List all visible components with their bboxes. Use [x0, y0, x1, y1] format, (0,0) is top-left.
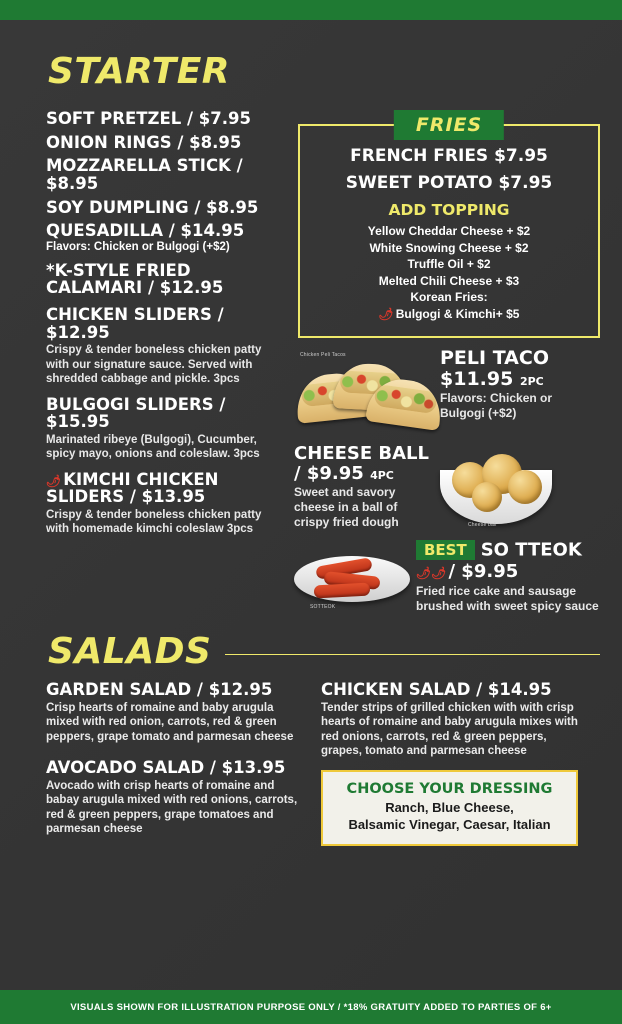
starter-name: BULGOGI SLIDERS / $15.95 [46, 394, 226, 432]
so-tteok-text [410, 540, 600, 613]
starter-list [22, 110, 284, 614]
peli-taco-name: PELI TACO [440, 347, 549, 370]
fries-item: SWEET POTATO $7.95 [345, 173, 553, 193]
list-item [46, 262, 284, 297]
list-item [46, 680, 303, 744]
so-tteok-name: SO TTEOK [480, 539, 582, 561]
photo-caption: Cheese ball [468, 522, 497, 529]
list-item [46, 157, 284, 192]
cheese-ball-name: CHEESE BALL [294, 443, 429, 465]
peli-taco-item [294, 348, 600, 434]
starter-description: Marinated ribeye (Bulgogi), Cucumber, spicy mayo, onions and coleslaw. 3pcs [46, 433, 260, 461]
add-topping-title: ADD TOPPING [388, 201, 510, 219]
dressing-box [321, 770, 578, 846]
photo-caption: Chicken Peli Tacos [300, 352, 346, 359]
fries-tag [394, 110, 504, 140]
page-title: STARTER [48, 51, 231, 92]
peli-taco-price [440, 369, 600, 389]
menu-content [0, 20, 622, 990]
topping-item: Yellow Cheddar Cheese + $2 [367, 224, 531, 238]
cheese-ball-price [294, 464, 434, 483]
starter-description: Crispy & tender boneless chicken patty with homemade kimchi coleslaw 3pcs [46, 508, 262, 536]
starter-name: SOY DUMPLING / $8.95 [46, 197, 259, 217]
list-item [46, 396, 284, 462]
footer-bar [0, 990, 622, 1024]
list-item [46, 471, 284, 537]
list-item [46, 134, 284, 152]
peli-taco-flavors: Flavors: Chicken or Bulgogi (+$2) [440, 390, 553, 420]
topping-item [310, 306, 588, 323]
salad-name: CHICKEN SALAD / $14.95 [321, 679, 552, 699]
price-text: / $9.95 [294, 462, 364, 484]
salad-name: AVOCADO SALAD / $13.95 [46, 757, 286, 777]
starter-name: SOFT PRETZEL / $7.95 [46, 109, 251, 128]
price-unit: 2PC [519, 374, 544, 388]
price-text: / $9.95 [448, 561, 519, 583]
salad-name: GARDEN SALAD / $12.95 [46, 679, 273, 699]
so-tteok-price [416, 562, 600, 581]
taco-photo [294, 348, 434, 434]
list-item [46, 222, 284, 253]
divider [225, 654, 600, 655]
dressing-title: CHOOSE YOUR DRESSING [346, 781, 553, 798]
dressing-options-line1: Ranch, Blue Cheese, [385, 800, 514, 816]
best-badge: BEST [416, 540, 475, 560]
salad-description: Avocado with crisp hearts of romaine and babay arugula mixed with red onions, carrots, red & green peppers, grape tomatoes and parmesan cheese [46, 779, 298, 836]
top-section [22, 110, 600, 614]
right-column [294, 110, 600, 614]
starter-name [46, 471, 284, 506]
dressing-options-line2: Balsamic Vinegar, Caesar, Italian [348, 817, 551, 833]
topping-item: White Snowing Cheese + $2 [369, 240, 529, 255]
list-item [46, 306, 284, 386]
fries-item: FRENCH FRIES $7.95 [350, 146, 548, 166]
starter-flavors: Flavors: Chicken or Bulgogi (+$2) [46, 240, 230, 253]
price-unit: 4PC [370, 468, 394, 482]
fries-box [298, 114, 600, 338]
so-tteok-photo [294, 540, 410, 610]
so-tteok-title-row [416, 540, 600, 560]
chili-pepper-icon: 🌶🌶 [416, 566, 447, 581]
so-tteok-item [294, 540, 600, 613]
starter-name: *K-STYLE FRIED CALAMARI / $12.95 [46, 260, 224, 298]
fries-tag-label: FRIES [415, 114, 483, 136]
starter-name: ONION RINGS / $8.95 [46, 132, 242, 152]
price-text: $11.95 [440, 367, 514, 390]
chili-pepper-icon: 🌶 [378, 306, 394, 321]
starter-name-text: KIMCHI CHICKEN SLIDERS / $13.95 [46, 469, 219, 507]
salads-header [48, 630, 600, 672]
starter-name: CHICKEN SLIDERS / $12.95 [46, 305, 224, 342]
cheese-ball-description: Sweet and savory cheese in a ball of crispy fried dough [294, 484, 399, 529]
cheese-ball-item [294, 444, 600, 530]
chili-pepper-icon: 🌶 [46, 473, 62, 488]
starter-name: MOZZARELLA STICK / $8.95 [46, 156, 243, 193]
topping-item: Korean Fries: [410, 290, 488, 305]
footer-note: VISUALS SHOWN FOR ILLUSTRATION PURPOSE ONLY / *18% GRATUITY ADDED TO PARTIES OF 6+ [70, 1001, 552, 1013]
topping-item: Truffle Oil + $2 [407, 257, 491, 272]
salads-left-column [46, 680, 303, 847]
cheese-ball-text [294, 444, 434, 530]
topping-item-text: Bulgogi & Kimchi+ $5 [395, 306, 520, 321]
topping-item: Melted Chili Cheese + $3 [378, 273, 520, 288]
peli-taco-text [434, 348, 600, 421]
cheese-ball-photo [434, 444, 560, 530]
list-item [46, 110, 284, 128]
salad-description: Tender strips of grilled chicken with with crisp hearts of romaine and baby arugula mixes with red onions, carrots, red & green peppers, grapes, tomato and parmesan cheese [321, 701, 578, 757]
starter-description: Crispy & tender boneless chicken patty with our signature sauce. Served with shredded cabbage and pickle. 3pcs [46, 344, 262, 386]
salads-section [22, 680, 600, 847]
top-bar [0, 0, 622, 20]
starter-name: QUESADILLA / $14.95 [46, 221, 245, 241]
list-item [321, 680, 578, 759]
list-item [46, 199, 284, 217]
salads-right-column [321, 680, 578, 847]
photo-caption: SOTTEOK [310, 604, 336, 611]
salad-description: Crisp hearts of romaine and baby arugula mixed with red onion, carrots, red & green peppers, grape tomato and parmesan cheese [46, 701, 294, 743]
so-tteok-description: Fried rice cake and sausage brushed with sweet spicy sauce [416, 583, 599, 613]
list-item [46, 758, 303, 837]
salads-title: SALADS [48, 630, 212, 672]
